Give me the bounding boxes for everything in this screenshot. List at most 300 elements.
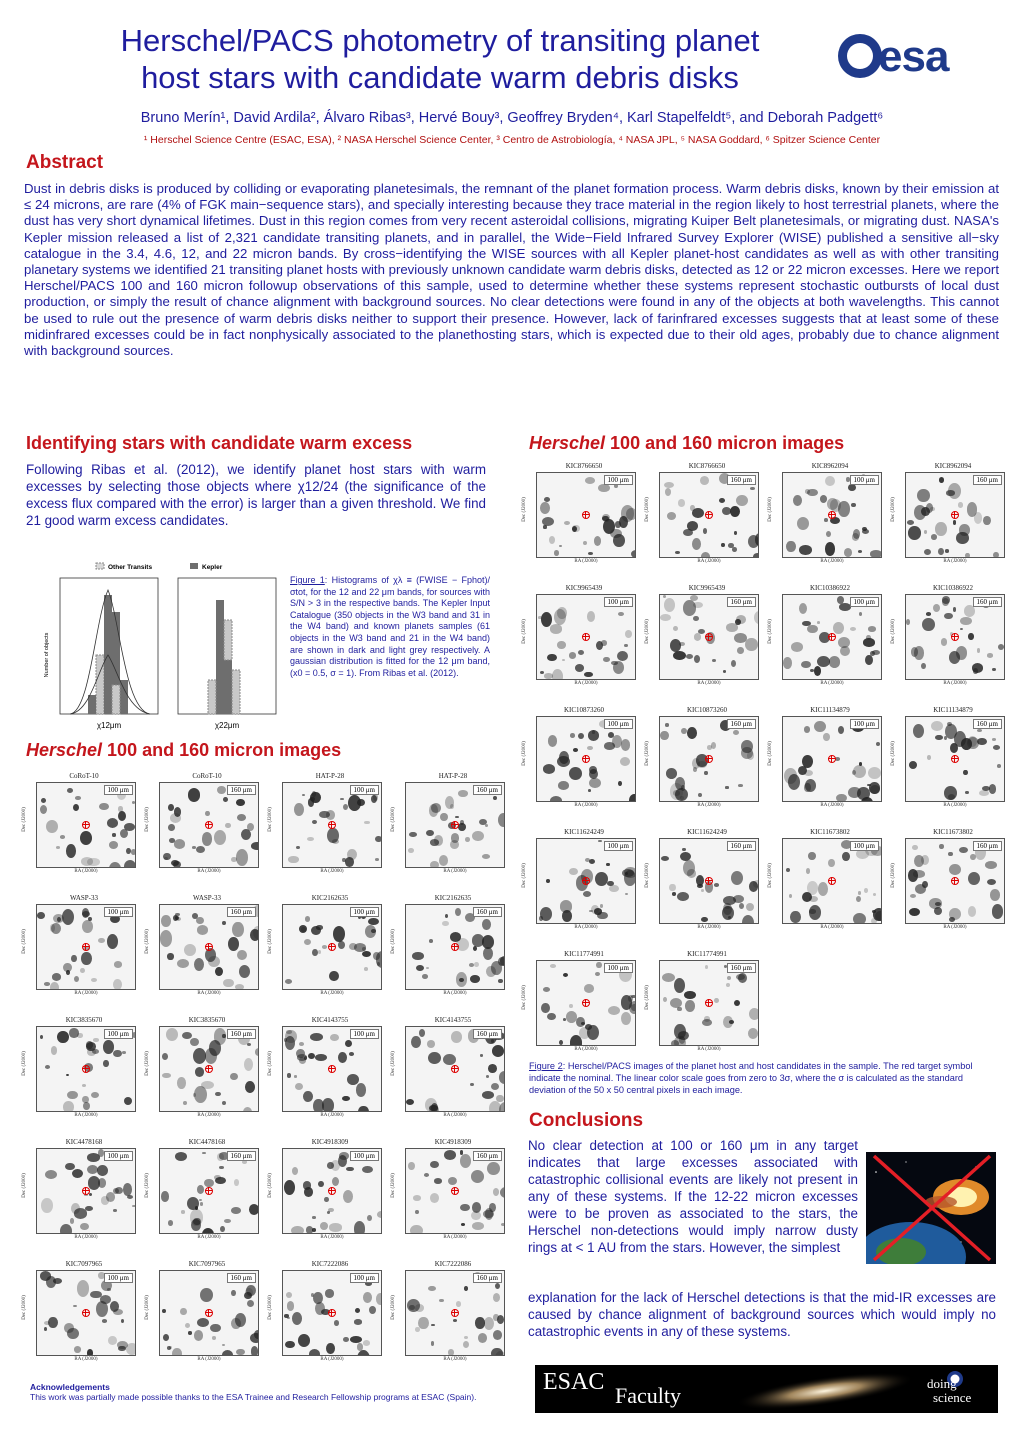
thumbnail-ra-axis-label: RA (J2000) bbox=[574, 803, 598, 808]
thumbnail-target-label: WASP-33 bbox=[192, 894, 221, 902]
wavelength-badge: 100 μm bbox=[604, 719, 633, 729]
thumbnail-target-label: KIC11624249 bbox=[564, 828, 604, 836]
thumbnail-image bbox=[405, 782, 505, 868]
thumbnail-dec-axis-label: Dec (J2000) bbox=[644, 497, 650, 522]
thumbnail-image bbox=[405, 904, 505, 990]
esa-logo bbox=[838, 30, 988, 82]
conclusions-heading: Conclusions bbox=[529, 1110, 644, 1131]
target-crosshair-icon bbox=[451, 1065, 459, 1073]
target-crosshair-icon bbox=[705, 877, 713, 885]
thumbnail-target-label: KIC10386922 bbox=[809, 584, 851, 592]
target-crosshair-icon bbox=[451, 821, 459, 829]
wavelength-badge: 100 μm bbox=[104, 785, 133, 795]
wavelength-badge: 160 μm bbox=[227, 1029, 256, 1039]
thumbnail-image bbox=[905, 472, 1005, 558]
thumbnail-target-label: KIC4478168 bbox=[188, 1138, 226, 1146]
thumbnail-dec-axis-label: Dec (J2000) bbox=[144, 1173, 150, 1198]
target-crosshair-icon bbox=[328, 943, 336, 951]
thumbnail-image bbox=[905, 594, 1005, 680]
thumbnail-target-label: KIC10873260 bbox=[686, 706, 728, 714]
herschel-thumbnail bbox=[767, 706, 888, 824]
herschel-thumbnail bbox=[267, 1138, 388, 1256]
section2-heading-rest: 100 and 160 micron images bbox=[605, 433, 845, 453]
thumbnail-target-label: KIC4478168 bbox=[65, 1138, 103, 1146]
histogram-ylabel: Number of objects bbox=[44, 632, 50, 678]
figure1-caption-text: : Histograms of χλ ≡ (FWISE − Fphot)/σtot, for the 12 and 22 μm bands, for sources with S/N > 3 in the respective bands. The Kepler Input Catalogue (350 objects in the W3 band and 31 in the W4 band) and known planets samples (61 objects in the W3 band and 21 in the W4 band) are shown in dark and light grey respectively. A gaussian distribution is fitted for the 12 μm band, (x0 = 0.5, σ = 1). From Ribas et al. (2012). bbox=[290, 575, 490, 678]
thumbnail-dec-axis-label: Dec (J2000) bbox=[390, 1295, 396, 1320]
thumbnail-target-label: KIC7097965 bbox=[188, 1260, 226, 1268]
target-crosshair-icon bbox=[205, 1309, 213, 1317]
thumbnail-target-label: KIC8962094 bbox=[811, 462, 849, 470]
herschel-thumbnail bbox=[767, 828, 888, 946]
thumbnail-ra-axis-label: RA (J2000) bbox=[74, 1357, 98, 1362]
thumbnail-image bbox=[282, 1270, 382, 1356]
herschel-thumbnail bbox=[21, 1016, 142, 1134]
thumbnail-dec-axis-label: Dec (J2000) bbox=[890, 863, 896, 888]
herschel-thumbnail bbox=[21, 772, 142, 890]
thumbnail-dec-axis-label: Dec (J2000) bbox=[144, 1051, 150, 1076]
figure1-caption bbox=[290, 575, 490, 679]
wavelength-badge: 160 μm bbox=[727, 719, 756, 729]
poster-title bbox=[40, 22, 840, 96]
target-crosshair-icon bbox=[951, 511, 959, 519]
wavelength-badge: 100 μm bbox=[350, 1029, 379, 1039]
thumbnail-dec-axis-label: Dec (J2000) bbox=[767, 497, 773, 522]
histogram-xlabel-right: χ22μm bbox=[214, 721, 240, 730]
thumbnail-ra-axis-label: RA (J2000) bbox=[320, 869, 344, 874]
section2-heading-italic: Herschel bbox=[529, 433, 606, 453]
target-crosshair-icon bbox=[828, 511, 836, 519]
thumbnail-target-label: CoRoT-10 bbox=[69, 772, 99, 780]
wavelength-badge: 100 μm bbox=[850, 597, 879, 607]
thumbnail-target-label: KIC4918309 bbox=[434, 1138, 472, 1146]
thumbnail-target-label: KIC11673802 bbox=[810, 828, 850, 836]
herschel-thumbnail bbox=[521, 584, 642, 702]
banner-tagline-line2: science bbox=[933, 1390, 972, 1405]
thumbnail-dec-axis-label: Dec (J2000) bbox=[21, 1051, 27, 1076]
wavelength-badge: 100 μm bbox=[104, 1029, 133, 1039]
herschel-thumbnail bbox=[521, 462, 642, 580]
herschel-thumbnail bbox=[890, 828, 1011, 946]
thumbnail-ra-axis-label: RA (J2000) bbox=[320, 1235, 344, 1240]
thumbnail-dec-axis-label: Dec (J2000) bbox=[267, 929, 273, 954]
wavelength-badge: 160 μm bbox=[973, 475, 1002, 485]
thumbnail-image bbox=[905, 838, 1005, 924]
acknowledgements-text: This work was partially made possible thanks to the ESA Trainee and Research Fellowship programs at ESAC (Spain). bbox=[30, 1392, 477, 1402]
wavelength-badge: 100 μm bbox=[604, 475, 633, 485]
herschel-thumbnail bbox=[521, 950, 642, 1068]
thumbnail-image bbox=[36, 1148, 136, 1234]
thumbnail-ra-axis-label: RA (J2000) bbox=[943, 681, 967, 686]
thumbnail-ra-axis-label: RA (J2000) bbox=[74, 991, 98, 996]
thumbnail-ra-axis-label: RA (J2000) bbox=[443, 991, 467, 996]
thumbnail-dec-axis-label: Dec (J2000) bbox=[890, 619, 896, 644]
figure2-label: Figure 2 bbox=[529, 1061, 563, 1071]
thumbnail-target-label: KIC8766650 bbox=[688, 462, 726, 470]
thumbnail-target-label: KIC2162635 bbox=[311, 894, 349, 902]
thumbnail-image bbox=[782, 472, 882, 558]
thumbnail-ra-axis-label: RA (J2000) bbox=[697, 1047, 721, 1052]
thumbnail-ra-axis-label: RA (J2000) bbox=[74, 1113, 98, 1118]
thumbnail-image bbox=[36, 1270, 136, 1356]
banner-tagline-line1: doing bbox=[927, 1376, 957, 1391]
wavelength-badge: 160 μm bbox=[473, 1273, 502, 1283]
herschel-thumbnail bbox=[890, 462, 1011, 580]
herschel-thumbnail bbox=[767, 462, 888, 580]
thumbnail-ra-axis-label: RA (J2000) bbox=[943, 559, 967, 564]
thumbnail-ra-axis-label: RA (J2000) bbox=[197, 1113, 221, 1118]
wavelength-badge: 100 μm bbox=[604, 963, 633, 973]
thumbnail-target-label: KIC4143755 bbox=[434, 1016, 472, 1024]
figure1-label: Figure 1 bbox=[290, 575, 325, 585]
thumbnail-ra-axis-label: RA (J2000) bbox=[197, 1235, 221, 1240]
thumbnail-image bbox=[536, 716, 636, 802]
thumbnail-target-label: KIC4918309 bbox=[311, 1138, 349, 1146]
thumbnail-dec-axis-label: Dec (J2000) bbox=[144, 1295, 150, 1320]
abstract-heading: Abstract bbox=[26, 152, 104, 173]
thumbnail-target-label: KIC11134879 bbox=[933, 706, 973, 714]
thumbnail-target-label: WASP-33 bbox=[69, 894, 98, 902]
thumbnail-target-label: KIC7097965 bbox=[65, 1260, 103, 1268]
thumbnail-dec-axis-label: Dec (J2000) bbox=[267, 1173, 273, 1198]
thumbnail-image bbox=[159, 1270, 259, 1356]
histogram-figure bbox=[40, 560, 280, 735]
thumbnail-ra-axis-label: RA (J2000) bbox=[697, 681, 721, 686]
thumbnail-dec-axis-label: Dec (J2000) bbox=[767, 741, 773, 766]
histogram-xlabel-left: χ12μm bbox=[96, 721, 122, 730]
thumbnail-ra-axis-label: RA (J2000) bbox=[943, 803, 967, 808]
target-crosshair-icon bbox=[582, 999, 590, 1007]
target-crosshair-icon bbox=[205, 1065, 213, 1073]
wavelength-badge: 160 μm bbox=[473, 785, 502, 795]
herschel-thumbnail bbox=[144, 894, 265, 1012]
thumbnail-dec-axis-label: Dec (J2000) bbox=[21, 1295, 27, 1320]
thumbnail-ra-axis-label: RA (J2000) bbox=[74, 1235, 98, 1240]
banner-tagline bbox=[927, 1377, 971, 1405]
thumbnail-dec-axis-label: Dec (J2000) bbox=[890, 497, 896, 522]
thumbnail-target-label: HAT-P-28 bbox=[315, 772, 345, 780]
thumbnail-image bbox=[782, 838, 882, 924]
thumbnail-image bbox=[405, 1270, 505, 1356]
thumbnail-target-label: KIC8766650 bbox=[565, 462, 603, 470]
wavelength-badge: 100 μm bbox=[104, 907, 133, 917]
thumbnail-ra-axis-label: RA (J2000) bbox=[574, 1047, 598, 1052]
thumbnail-dec-axis-label: Dec (J2000) bbox=[644, 985, 650, 1010]
wavelength-badge: 160 μm bbox=[973, 719, 1002, 729]
herschel-thumbnail bbox=[267, 894, 388, 1012]
target-crosshair-icon bbox=[205, 821, 213, 829]
thumbnail-image bbox=[282, 782, 382, 868]
thumbnail-image bbox=[159, 1026, 259, 1112]
thumbnail-ra-axis-label: RA (J2000) bbox=[820, 681, 844, 686]
target-crosshair-icon bbox=[328, 1309, 336, 1317]
herschel-thumbnail bbox=[390, 1260, 511, 1378]
acknowledgements-heading: Acknowledgements bbox=[30, 1382, 110, 1392]
wavelength-badge: 160 μm bbox=[227, 907, 256, 917]
legend-other-transits: Other Transits bbox=[108, 564, 153, 571]
herschel-thumbnail bbox=[890, 584, 1011, 702]
target-crosshair-icon bbox=[951, 633, 959, 641]
wavelength-badge: 100 μm bbox=[850, 719, 879, 729]
thumbnail-ra-axis-label: RA (J2000) bbox=[443, 1235, 467, 1240]
thumbnail-ra-axis-label: RA (J2000) bbox=[574, 925, 598, 930]
target-crosshair-icon bbox=[705, 633, 713, 641]
thumbnail-dec-axis-label: Dec (J2000) bbox=[521, 741, 527, 766]
thumbnail-image bbox=[659, 960, 759, 1046]
thumbnail-dec-axis-label: Dec (J2000) bbox=[21, 929, 27, 954]
herschel-thumbnail bbox=[390, 1016, 511, 1134]
wavelength-badge: 160 μm bbox=[973, 841, 1002, 851]
herschel-thumbnail bbox=[644, 828, 765, 946]
thumbnail-dec-axis-label: Dec (J2000) bbox=[390, 1173, 396, 1198]
target-crosshair-icon bbox=[582, 633, 590, 641]
thumbnail-image bbox=[536, 472, 636, 558]
esa-globe-icon bbox=[838, 34, 882, 78]
wavelength-badge: 100 μm bbox=[104, 1151, 133, 1161]
herschel-thumbnail bbox=[144, 772, 265, 890]
crossed-out-collision-image bbox=[866, 1152, 996, 1264]
thumbnail-ra-axis-label: RA (J2000) bbox=[943, 925, 967, 930]
thumbnail-dec-axis-label: Dec (J2000) bbox=[144, 929, 150, 954]
thumbnail-ra-axis-label: RA (J2000) bbox=[443, 869, 467, 874]
wavelength-badge: 160 μm bbox=[727, 475, 756, 485]
target-crosshair-icon bbox=[951, 877, 959, 885]
thumbnail-image bbox=[536, 594, 636, 680]
thumbnail-ra-axis-label: RA (J2000) bbox=[320, 1357, 344, 1362]
target-crosshair-icon bbox=[582, 877, 590, 885]
wavelength-badge: 160 μm bbox=[473, 1151, 502, 1161]
herschel-thumbnail bbox=[644, 706, 765, 824]
wavelength-badge: 100 μm bbox=[350, 1151, 379, 1161]
thumbnail-ra-axis-label: RA (J2000) bbox=[443, 1357, 467, 1362]
wavelength-badge: 100 μm bbox=[604, 841, 633, 851]
thumbnail-ra-axis-label: RA (J2000) bbox=[574, 559, 598, 564]
thumbnail-image bbox=[782, 716, 882, 802]
thumbnail-ra-axis-label: RA (J2000) bbox=[74, 869, 98, 874]
thumbnail-target-label: KIC9965439 bbox=[688, 584, 726, 592]
target-crosshair-icon bbox=[328, 821, 336, 829]
thumbnail-image bbox=[659, 472, 759, 558]
thumbnail-target-label: CoRoT-10 bbox=[192, 772, 222, 780]
herschel-thumbnail bbox=[890, 706, 1011, 824]
title-line-1: Herschel/PACS photometry of transiting planet bbox=[120, 23, 760, 58]
thumbnail-image bbox=[36, 904, 136, 990]
thumbnail-image bbox=[282, 904, 382, 990]
thumbnail-dec-axis-label: Dec (J2000) bbox=[767, 619, 773, 644]
thumbnail-ra-axis-label: RA (J2000) bbox=[697, 803, 721, 808]
herschel-thumbnail bbox=[144, 1260, 265, 1378]
banner-faculty-text: Faculty bbox=[615, 1383, 681, 1408]
thumbnail-dec-axis-label: Dec (J2000) bbox=[390, 1051, 396, 1076]
thumbnail-target-label: KIC4143755 bbox=[311, 1016, 349, 1024]
herschel-thumbnail bbox=[267, 1016, 388, 1134]
thumbnail-image bbox=[405, 1026, 505, 1112]
thumbnail-target-label: KIC7222086 bbox=[311, 1260, 349, 1268]
wavelength-badge: 160 μm bbox=[473, 907, 502, 917]
target-crosshair-icon bbox=[205, 943, 213, 951]
target-crosshair-icon bbox=[82, 943, 90, 951]
thumbnail-dec-axis-label: Dec (J2000) bbox=[521, 497, 527, 522]
thumbnail-ra-axis-label: RA (J2000) bbox=[197, 1357, 221, 1362]
thumbnail-image bbox=[659, 594, 759, 680]
herschel-thumbnail bbox=[390, 894, 511, 1012]
wavelength-badge: 100 μm bbox=[850, 841, 879, 851]
thumbnail-dec-axis-label: Dec (J2000) bbox=[767, 863, 773, 888]
thumbnail-ra-axis-label: RA (J2000) bbox=[320, 991, 344, 996]
thumbnail-ra-axis-label: RA (J2000) bbox=[320, 1113, 344, 1118]
section-herschel-images-heading-right bbox=[529, 433, 844, 454]
target-crosshair-icon bbox=[705, 511, 713, 519]
wavelength-badge: 160 μm bbox=[727, 963, 756, 973]
thumbnail-target-label: KIC10873260 bbox=[563, 706, 605, 714]
herschel-thumbnail bbox=[644, 584, 765, 702]
thumbnail-image bbox=[282, 1026, 382, 1112]
esa-logo-text: esa bbox=[878, 32, 949, 81]
wavelength-badge: 160 μm bbox=[727, 597, 756, 607]
wavelength-badge: 160 μm bbox=[227, 785, 256, 795]
histogram-svg bbox=[40, 560, 280, 735]
thumbnail-target-label: KIC11624249 bbox=[687, 828, 727, 836]
thumbnail-dec-axis-label: Dec (J2000) bbox=[390, 929, 396, 954]
thumbnail-target-label: KIC11673802 bbox=[933, 828, 973, 836]
abstract-text: Dust in debris disks is produced by colliding or evaporating planetesimals, the remnant of the planet formation process. Warm debris disks, known by their emission at ≤ 24 microns, are rare (4% of FGK main−sequence stars), and specially interesting because they trace material in the region likely to host terrestrial planets, where the dust has very short dynamical lifetimes. Dust in this region comes from very recent asteroidal collisions, migrating Kuiper Belt planetesimals, or migrating dust. NASA's Kepler mission released a list of 2,321 candidate transiting planets, and in parallel, the Wide−Field Infrared Survey Explorer (WISE) published a sensitive all−sky catalogue in the 3.4, 4.6, 12, and 22 micron bands. By cross−identifying the WISE sources with all Kepler planet-host candidates as well as with other transiting planetary systems we identified 21 transiting planet hosts with previously unknown candidate warm debris disks, detected as 12 or 22 micron excesses. Here we report Herschel/PACS 100 and 160 micron followup observations of this sample, used to determine whether these systems represent stochastic outbursts of local dust production, or simply the result of chance alignment with background sources. No clear detections were found in any of the objects at both wavelengths. This cannot be used to rule out the presence of warm debris disks neither to support their presence. However, lack of farinfrared excesses suggests that at least some of these midinfrared excesses could be in fact nonphysically associated to the planethosting stars, which is expected due to their old ages, probably due to chance alignment with background sources. bbox=[24, 181, 999, 359]
legend-kepler: Kepler bbox=[202, 564, 223, 571]
herschel-thumbnail bbox=[390, 772, 511, 890]
thumbnail-dec-axis-label: Dec (J2000) bbox=[644, 741, 650, 766]
thumbnail-dec-axis-label: Dec (J2000) bbox=[521, 619, 527, 644]
thumbnail-dec-axis-label: Dec (J2000) bbox=[267, 1295, 273, 1320]
wavelength-badge: 100 μm bbox=[850, 475, 879, 485]
target-crosshair-icon bbox=[328, 1065, 336, 1073]
target-crosshair-icon bbox=[828, 877, 836, 885]
conclusions-text-part2: explanation for the lack of Herschel detections is that the mid-IR excesses are caused by chance alignment of background sources which would imply no catastrophic events in any of these systems. bbox=[528, 1290, 996, 1339]
thumbnail-target-label: KIC3835670 bbox=[188, 1016, 226, 1024]
target-crosshair-icon bbox=[82, 1065, 90, 1073]
wavelength-badge: 160 μm bbox=[473, 1029, 502, 1039]
figure2-caption bbox=[529, 1060, 999, 1096]
thumbnail-dec-axis-label: Dec (J2000) bbox=[21, 1173, 27, 1198]
thumbnail-dec-axis-label: Dec (J2000) bbox=[21, 807, 27, 832]
thumbnail-target-label: KIC3835670 bbox=[65, 1016, 103, 1024]
thumbnail-target-label: KIC8962094 bbox=[934, 462, 972, 470]
thumbnail-image bbox=[159, 904, 259, 990]
thumbnail-target-label: KIC7222086 bbox=[434, 1260, 472, 1268]
thumbnail-image bbox=[282, 1148, 382, 1234]
herschel-thumbnail bbox=[144, 1016, 265, 1134]
section3-heading-italic: Herschel bbox=[26, 740, 103, 760]
thumbnail-target-label: HAT-P-28 bbox=[438, 772, 468, 780]
thumbnail-image bbox=[36, 1026, 136, 1112]
wavelength-badge: 100 μm bbox=[350, 785, 379, 795]
thumbnail-target-label: KIC10386922 bbox=[932, 584, 974, 592]
title-line-2: host stars with candidate warm debris disks bbox=[141, 60, 739, 95]
target-crosshair-icon bbox=[205, 1187, 213, 1195]
thumbnail-target-label: KIC2162635 bbox=[434, 894, 472, 902]
target-crosshair-icon bbox=[82, 1187, 90, 1195]
thumbnail-dec-axis-label: Dec (J2000) bbox=[644, 619, 650, 644]
thumbnail-target-label: KIC11134879 bbox=[810, 706, 850, 714]
target-crosshair-icon bbox=[451, 943, 459, 951]
wavelength-badge: 160 μm bbox=[973, 597, 1002, 607]
section-herschel-images-heading-left bbox=[26, 740, 341, 761]
thumbnail-image bbox=[659, 716, 759, 802]
figure2-caption-text: : Herschel/PACS images of the planet host and host candidates in the sample. The red target symbol indicate the nominal. The linear color scale goes from zero to 3σ, where the σ is calculated as the standard deviation of the 50 x 50 central pixels in each image. bbox=[529, 1061, 973, 1095]
thumbnail-target-label: KIC11774991 bbox=[687, 950, 727, 958]
target-crosshair-icon bbox=[82, 821, 90, 829]
herschel-thumbnail bbox=[21, 1138, 142, 1256]
thumbnail-image bbox=[405, 1148, 505, 1234]
target-crosshair-icon bbox=[705, 999, 713, 1007]
target-crosshair-icon bbox=[951, 755, 959, 763]
wavelength-badge: 100 μm bbox=[104, 1273, 133, 1283]
thumbnail-ra-axis-label: RA (J2000) bbox=[820, 803, 844, 808]
thumbnail-image bbox=[782, 594, 882, 680]
herschel-thumbnail bbox=[644, 950, 765, 1068]
thumbnail-dec-axis-label: Dec (J2000) bbox=[521, 863, 527, 888]
thumbnail-dec-axis-label: Dec (J2000) bbox=[267, 807, 273, 832]
thumbnail-dec-axis-label: Dec (J2000) bbox=[644, 863, 650, 888]
author-list: Bruno Merín¹, David Ardila², Álvaro Ribas³, Hervé Bouy³, Geoffrey Bryden⁴, Karl Stapelfeldt⁵, and Deborah Padgett⁶ bbox=[140, 110, 884, 126]
thumbnail-dec-axis-label: Dec (J2000) bbox=[144, 807, 150, 832]
herschel-thumbnail bbox=[267, 772, 388, 890]
wavelength-badge: 160 μm bbox=[227, 1273, 256, 1283]
section-identifying-text: Following Ribas et al. (2012), we identify planet host stars with warm excesses by selecting those objects where χ12/24 (the significance of the excess flux compared with the error) is larger than a given threshold. We find 21 good warm excess candidates. bbox=[26, 462, 486, 528]
thumbnail-ra-axis-label: RA (J2000) bbox=[197, 991, 221, 996]
thumbnail-image bbox=[159, 1148, 259, 1234]
thumbnail-image bbox=[36, 782, 136, 868]
thumbnail-image bbox=[159, 782, 259, 868]
thumbnail-target-label: KIC11774991 bbox=[564, 950, 604, 958]
wavelength-badge: 100 μm bbox=[350, 907, 379, 917]
target-crosshair-icon bbox=[828, 755, 836, 763]
target-crosshair-icon bbox=[705, 755, 713, 763]
target-crosshair-icon bbox=[82, 1309, 90, 1317]
esac-faculty-banner bbox=[535, 1365, 998, 1413]
herschel-thumbnail bbox=[21, 1260, 142, 1378]
thumbnail-dec-axis-label: Dec (J2000) bbox=[890, 741, 896, 766]
herschel-thumbnail bbox=[521, 828, 642, 946]
thumbnail-dec-axis-label: Dec (J2000) bbox=[267, 1051, 273, 1076]
collision-illustration bbox=[866, 1152, 996, 1264]
wavelength-badge: 160 μm bbox=[227, 1151, 256, 1161]
wavelength-badge: 100 μm bbox=[604, 597, 633, 607]
section3-heading-rest: 100 and 160 micron images bbox=[102, 740, 342, 760]
target-crosshair-icon bbox=[451, 1309, 459, 1317]
thumbnail-ra-axis-label: RA (J2000) bbox=[443, 1113, 467, 1118]
herschel-thumbnail bbox=[144, 1138, 265, 1256]
thumbnail-ra-axis-label: RA (J2000) bbox=[697, 559, 721, 564]
thumbnail-image bbox=[659, 838, 759, 924]
target-crosshair-icon bbox=[582, 511, 590, 519]
target-crosshair-icon bbox=[582, 755, 590, 763]
conclusions-text-part1: No clear detection at 100 or 160 μm in any target indicates that large excesses associated with catastrophic collisional events are likely not present in any of these systems. If the 12-22 micron excesses were to be proven as associated to the stars, the Herschel non-detections would imply narrow dusty rings at < 1 AU from the stars. However, the simplest bbox=[528, 1138, 858, 1255]
thumbnail-image bbox=[536, 960, 636, 1046]
herschel-thumbnail bbox=[644, 462, 765, 580]
herschel-thumbnail bbox=[21, 894, 142, 1012]
thumbnail-target-label: KIC9965439 bbox=[565, 584, 603, 592]
target-crosshair-icon bbox=[451, 1187, 459, 1195]
target-crosshair-icon bbox=[828, 633, 836, 641]
thumbnail-ra-axis-label: RA (J2000) bbox=[820, 559, 844, 564]
section-identifying-heading: Identifying stars with candidate warm excess bbox=[26, 433, 413, 453]
thumbnail-ra-axis-label: RA (J2000) bbox=[197, 869, 221, 874]
thumbnail-image bbox=[536, 838, 636, 924]
herschel-thumbnail bbox=[767, 584, 888, 702]
herschel-thumbnail bbox=[267, 1260, 388, 1378]
affiliation-list: ¹ Herschel Science Centre (ESAC, ESA), ² NASA Herschel Science Center, ³ Centro de Astrobiología, ⁴ NASA JPL, ⁵ NASA Goddard, ⁶ Spitzer Science Center bbox=[143, 134, 881, 146]
thumbnail-ra-axis-label: RA (J2000) bbox=[820, 925, 844, 930]
thumbnail-image bbox=[905, 716, 1005, 802]
